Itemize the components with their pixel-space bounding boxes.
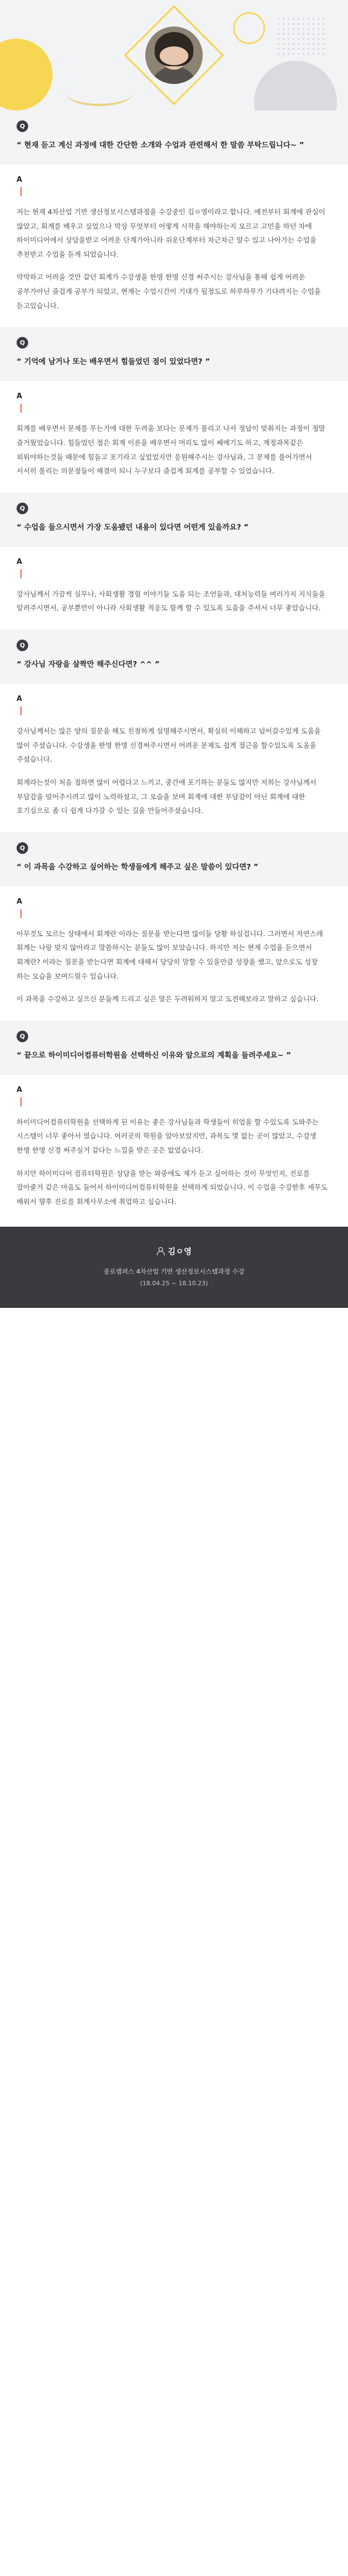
answer-block [0, 547, 348, 630]
student-name-row [11, 1245, 337, 1257]
question-badge: Q [17, 503, 28, 514]
question-block [0, 1021, 348, 1075]
question-block [0, 832, 348, 886]
answer-badge: A [17, 1085, 23, 1094]
answer-badge: A [17, 897, 23, 906]
decorative-ring [233, 12, 265, 44]
answer-block [0, 165, 348, 327]
answer-paragraph: 하지만 하이미디어 컴퓨터학원은 상담을 받는 와중에도 제가 듣고 싶어하는 것이 무엇인지, 진로를 잡아줄거 같은 마음도 들어서 하이미디어컴퓨터학원을 선택하게 되었습니다. 이 수업을 수강한후 세무도 배워서 향후 진로를 회계사무소에 취업하고 싶습니다. [17, 1169, 328, 1206]
avatar-hair [155, 32, 193, 66]
answer-badge: A [17, 175, 23, 184]
answer-accent-rule [20, 1097, 22, 1106]
answer-paragraph: 이 과목을 수강하고 싶으신 분들께 드리고 싶은 말은 두려워하지 말고 도전해보라고 말하고 싶습니다. [17, 995, 319, 1004]
course-title: 종로캠퍼스 4차산업 기반 생산정보시스템과정 수강 [103, 1267, 245, 1275]
answer-accent-rule [20, 569, 22, 578]
answer-block [0, 886, 348, 1021]
answer-accent-rule [20, 404, 22, 413]
student-name: 김ㅇ영 [167, 1247, 192, 1257]
answer-text [17, 724, 331, 818]
answer-text [17, 927, 331, 1006]
decorative-yellow-circle [0, 39, 52, 110]
question-block [0, 493, 348, 547]
answer-accent-rule [20, 187, 22, 196]
question-badge: Q [17, 1031, 28, 1042]
question-text: “ 기억에 남거나 또는 배우면서 힘들었던 점이 있었다면? ” [17, 357, 210, 367]
question-badge: Q [17, 120, 28, 132]
question-text: “ 강사님 자랑을 살짝만 해주신다면? ^^ ” [17, 660, 160, 669]
answer-paragraph: 회계라는것이 처음 접하면 많이 어렵다고 느끼고, 중간에 포기하는 분들도 많지만 저희는 강사님께서 부담감을 덜어주시려고 많이 노력하셨고, 그 오슬을 보며 회계에 대한 부담감이 아닌 회계에 대한 호기심으로 좀 더 쉽게 다가갈 수 있는 길을 만들어주셨습니다. [17, 778, 317, 815]
answer-badge: A [17, 557, 23, 566]
question-text: “ 현재 듣고 계신 과정에 대한 간단한 소개와 수업과 관련해서 한 말씀 부탁드립니다~ ” [17, 141, 304, 150]
answer-paragraph: 아무것도 모르는 상태에서 회계란 이라는 질문을 받는다면 많이들 당황 하실겁니다. 그러면서 자연스레 회계는 나랑 맞지 않아라고 말씀하시는 분들도 많이 보았습니다. 하지만 저는 현재 수업을 듣으면서 회계란? 이라는 질문을 받는다면 회계에 대해서 당당히 말할 수 있을만큼 성장을 했고, 앞으로도 성장 하는 모습을 보여드릴수 있습니다. [17, 929, 323, 980]
answer-paragraph: 하이미디어컴퓨터학원을 선택하게 된 이유는 좋은 강사님들과 학생들이 히업을 할 수있도록 도와주는 시스템이 너무 좋아서 였습니다. 여러곳의 학원을 알아보았지만, 과목도 몇 없는 곳이 많았고, 수강생 한명 한명 신경 써주실거 같다는 느낌을 받은 곳은 없었습니다. [17, 1117, 319, 1155]
answer-paragraph: 회계를 배우면서 문제를 푸는거에 대한 두려움 보다는 문제가 풀리고 나서 정답이 맞춰지는 과정이 정말 즐거웠었습니다. 힘들었던 점은 회계 이론을 배우면서 머리도 많이 쎄메기도 하고, 계정과목같은 외워야하는것들 때문에 힘들고 포기라고 싶었었지만 응원해주시는 강사님과, 그 문제를 풀어가면서 서서히 풀리는 의문점들이 해결이 되니 누구보다 즐겁게 회계를 공부할 수 있었습니다. [17, 424, 325, 476]
question-text: “ 끝으로 하이미디어컴퓨터학원을 선택하신 이유와 앞으로의 계획을 들려주세요~ ” [17, 1051, 292, 1060]
interview-qa-list [0, 110, 348, 1227]
question-block [0, 110, 348, 165]
answer-block [0, 381, 348, 493]
decorative-dot-pattern [276, 17, 326, 55]
answer-accent-rule [20, 706, 22, 715]
answer-text [17, 587, 331, 615]
answer-paragraph: 저는 현재 4차산업 기반 생산정보시스템과정을 수강중인 김ㅇ영이라고 합니다. 예전부터 회계에 관심이 많았고, 회계를 배우고 싶었으나 막상 무엇부터 어떻게 시작을 해야하는지 모르고 고민을 하던 차에 하이미디어에서 상담을받고 어려운 단계가아니라 쉬운단계부터 차근차근 알수 있고 나아가는 수업을 추천받고 수업을 듣게 되었습니다. [17, 207, 325, 258]
hero-banner [0, 0, 348, 110]
answer-badge: A [17, 392, 23, 401]
question-badge: Q [17, 842, 28, 854]
answer-block [0, 1075, 348, 1223]
question-text: “ 이 과목을 수강하고 싶어하는 학생들에게 해주고 싶은 말씀이 있다면? ” [17, 862, 259, 872]
answer-text [17, 205, 331, 313]
decorative-gray-circle [254, 61, 337, 110]
avatar [145, 27, 203, 84]
question-block [0, 630, 348, 684]
answer-paragraph: 막막하고 어려울 것만 같던 회계가 수강생을 한명 한명 신경 써주시는 강사님을 통해 쉽게 어려운 공부가아닌 즐겁게 공부가 되었고, 현재는 수업시간이 기대가 될정도로 하루하루가 기다려지는 수업을 듣고있습니다. [17, 273, 321, 310]
person-icon [156, 1247, 164, 1255]
answer-block [0, 684, 348, 832]
answer-text [17, 1115, 331, 1209]
answer-accent-rule [20, 909, 22, 918]
answer-badge: A [17, 695, 23, 703]
decorative-swoosh [66, 81, 133, 106]
course-period: (18.04.25 ~ 18.10.23) [140, 1280, 208, 1287]
question-text: “ 수업을 들으시면서 가장 도움됐던 내용이 있다면 어떤게 있을까요? ” [17, 522, 249, 532]
question-block [0, 327, 348, 381]
question-badge: Q [17, 337, 28, 349]
answer-paragraph: 강사님께서 가끔씩 실무나, 사회생활 경험 이야기들 도움 되는 조언들과, 대처능력들 여러가지 지식들을 알려주시면서, 공부뿐만이 아니라 사회생활 적응도 함께 할 수 있도록 도움을 주셔서 너무 좋았습니다. [17, 589, 325, 613]
student-credit-footer [0, 1227, 348, 1308]
answer-text [17, 421, 331, 478]
question-badge: Q [17, 640, 28, 651]
answer-paragraph: 강사님께서는 많은 양의 질문을 해도 친절하게 설명해주시면서, 확실히 이해하고 넘어갈수있게 도움을 많이 주셨습니다. 수강생을 한명 한명 신경써주시면서 어려운 문제도 쉽게 접근을 할수있도록 도움을 주셨습니다. [17, 727, 321, 764]
